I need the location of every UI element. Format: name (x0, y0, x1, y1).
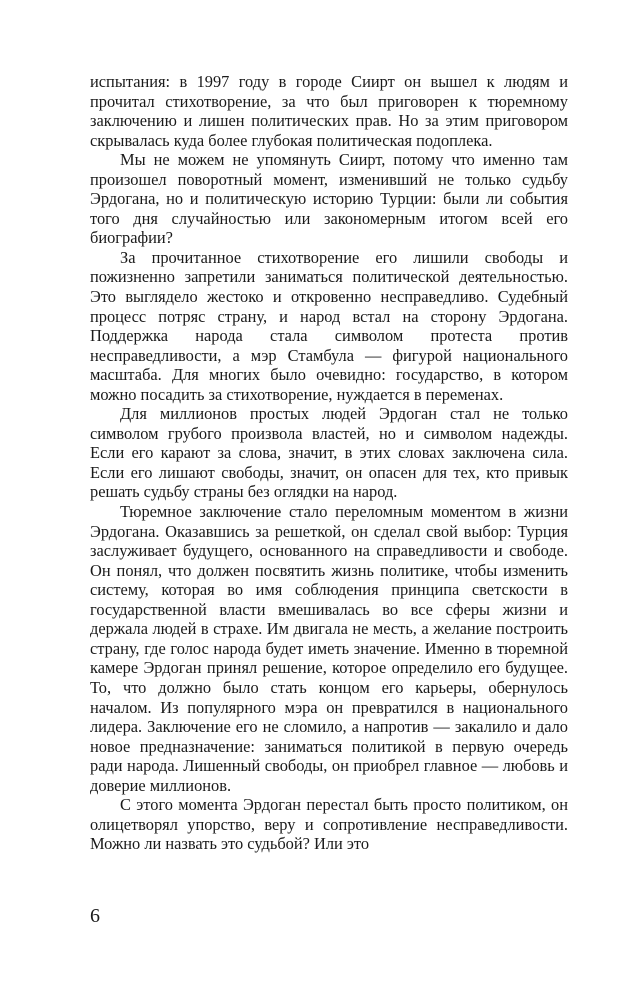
page-body (90, 72, 568, 854)
paragraph-2: Мы не можем не упомянуть Сиирт, потому что именно там произошел поворотный момент, изменивший не только судьбу Эрдогана, но и политическую историю Турции: были ли события того дня случайностью или закономерным итогом всей его биографии? (90, 150, 568, 248)
paragraph-5: Тюремное заключение стало переломным моментом в жизни Эрдогана. Оказавшись за решеткой, он сделал свой выбор: Турция заслуживает будущего, основанного на справедливости и свободе. Он понял, что должен посвятить жизнь политике, чтобы изменить систему, которая во имя соблюдения принципа светскости в государственной власти вмешивалась во все сферы жизни и держала людей в страхе. Им двигала не месть, а желание построить страну, где голос народа будет иметь значение. Именно в тюремной камере Эрдоган принял решение, которое определило его будущее. То, что должно было стать концом его карьеры, обернулось началом. Из популярного мэра он превратился в национального лидера. Заключение его не сломило, а напротив — закалило и дало новое предназначение: заниматься политикой в первую очередь ради народа. Лишенный свободы, он приобрел главное — любовь и доверие миллионов. (90, 502, 568, 795)
paragraph-6: С этого момента Эрдоган перестал быть просто политиком, он олицетворял упорство, веру и сопротивление несправедливости. Можно ли назвать это судьбой? Или это (90, 795, 568, 854)
page-number: 6 (90, 905, 100, 927)
paragraph-1: испытания: в 1997 году в городе Сиирт он вышел к людям и прочитал стихотворение, за что был приговорен к тюремному заключению и лишен политических прав. Но за этим приговором скрывалась куда более глубокая политическая подоплека. (90, 72, 568, 150)
paragraph-3: За прочитанное стихотворение его лишили свободы и пожизненно запретили заниматься политической деятельностью. Это выглядело жестоко и откровенно несправедливо. Судебный процесс потряс страну, и народ встал на сторону Эрдогана. Поддержка народа стала символом протеста против несправедливости, а мэр Стамбула — фигурой национального масштаба. Для многих было очевидно: государство, в котором можно посадить за стихотворение, нуждается в переменах. (90, 247, 568, 404)
paragraph-4: Для миллионов простых людей Эрдоган стал не только символом грубого произвола властей, но и символом надежды. Если его карают за слова, значит, в этих словах заключена сила. Если его лишают свободы, значит, он опасен для тех, кто привык решать судьбу страны без оглядки на народ. (90, 404, 568, 502)
